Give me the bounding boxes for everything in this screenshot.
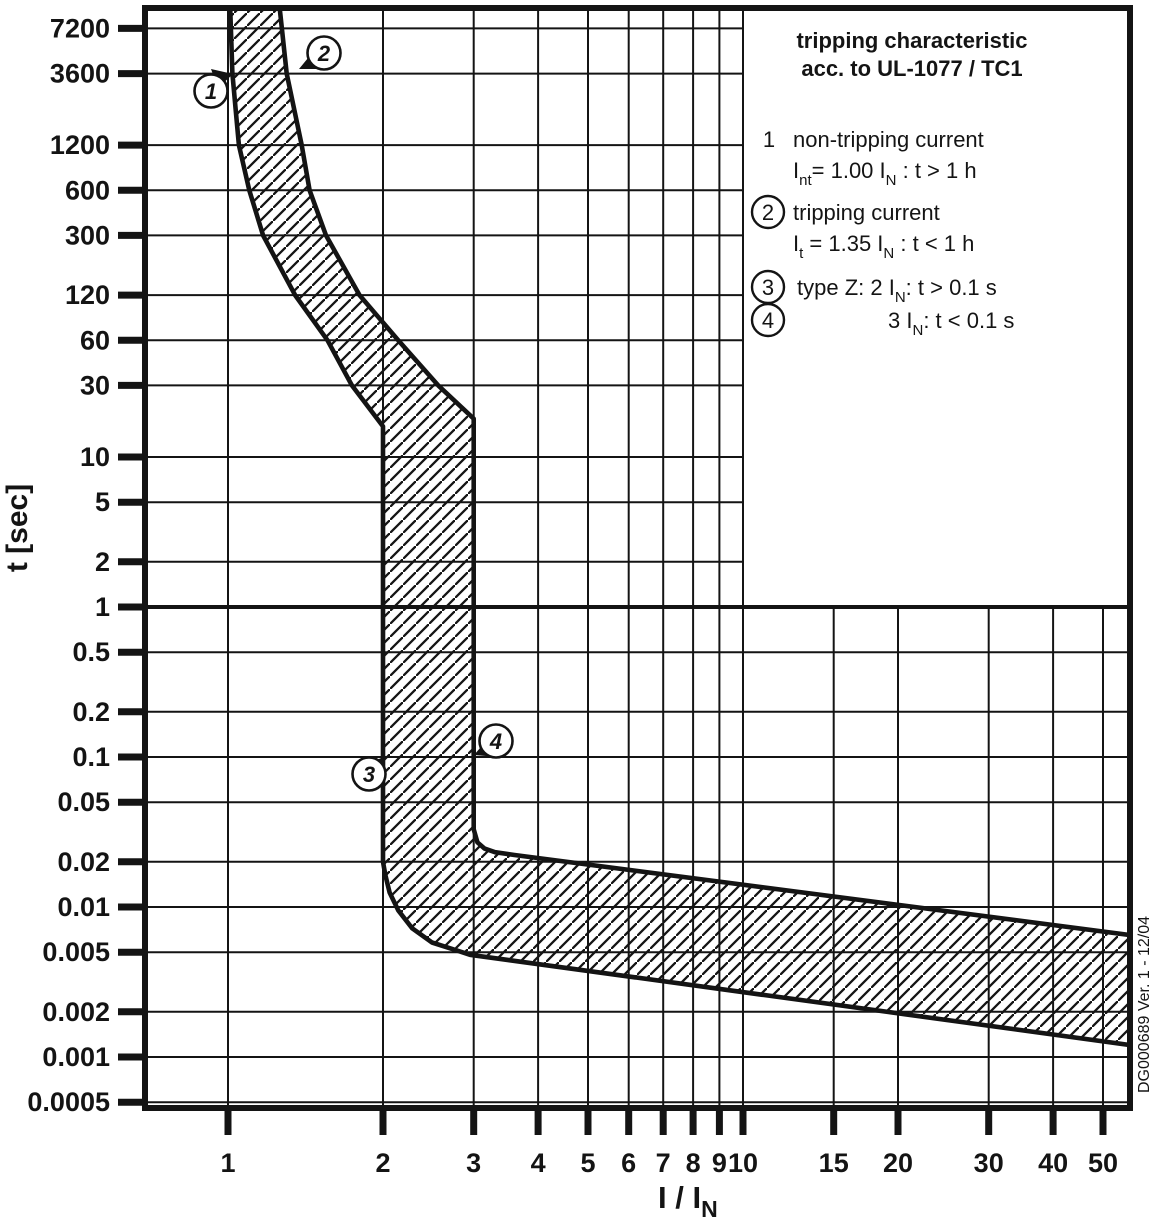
legend-item-text: 3 $I_N$: t < 0.1 s — [888, 308, 1015, 339]
legend — [752, 28, 1028, 339]
legend-item-text: tripping current — [793, 200, 940, 225]
y-tick-label: 60 — [79, 325, 110, 356]
curve-marker-3 — [353, 757, 386, 791]
legend-item-text: $I_{nt}= 1.00$ $I_N$ : t > 1 h — [793, 158, 977, 189]
band-hatch-fill — [230, 8, 1130, 1045]
legend-item-3 — [752, 271, 997, 306]
y-tick-label: 0.001 — [42, 1042, 110, 1072]
legend-item-1 — [763, 127, 984, 189]
x-tick-label: 3 — [466, 1148, 482, 1178]
marker-number: 1 — [204, 79, 218, 104]
legend-item-4 — [752, 304, 1014, 339]
x-tick-label: 30 — [973, 1148, 1004, 1178]
y-tick-label: 120 — [64, 280, 110, 311]
y-tick-label: 7200 — [49, 13, 110, 44]
x-tick-label: 9 — [711, 1148, 727, 1178]
x-tick-label: 7 — [655, 1148, 671, 1178]
y-tick-label: 30 — [79, 370, 110, 401]
x-axis-title-text: I / IN — [658, 1180, 718, 1222]
curve-marker-2 — [299, 37, 341, 70]
x-tick-label: 10 — [727, 1148, 759, 1178]
legend-marker-number: 1 — [762, 127, 776, 152]
y-tick-label: 0.01 — [57, 892, 110, 922]
x-tick-label: 15 — [818, 1148, 849, 1178]
x-tick-label: 2 — [375, 1148, 391, 1178]
legend-items — [752, 127, 1014, 339]
y-tick-label: 1200 — [49, 130, 110, 161]
y-tick-label: 5 — [94, 487, 110, 518]
legend-marker-number: 4 — [761, 308, 775, 333]
marker-number: 3 — [362, 762, 376, 787]
y-tick-label: 0.002 — [42, 996, 110, 1027]
tripping-tolerance-band — [230, 8, 1130, 1045]
marker-number: 2 — [317, 41, 331, 66]
legend-marker-number: 3 — [761, 275, 775, 300]
y-tick-label: 2 — [94, 546, 110, 577]
curve-marker-4 — [474, 725, 513, 758]
y-tick-label: 0.005 — [42, 937, 110, 968]
marker-number: 4 — [489, 729, 503, 754]
y-tick-label: 3600 — [49, 58, 110, 89]
x-tick-label: 4 — [530, 1148, 546, 1178]
legend-title-line2: acc. to UL-1077 / TC1 — [801, 56, 1023, 81]
x-tick-label: 6 — [621, 1148, 637, 1178]
doc-code: DG000689 Ver. 1 - 12/04 — [1136, 915, 1153, 1093]
legend-item-text: $I_t = 1.35$ $I_N$ : t < 1 h — [793, 231, 975, 262]
x-tick-label: 8 — [685, 1148, 701, 1178]
y-tick-label: 0.05 — [57, 787, 110, 818]
y-tick-label: 0.2 — [72, 696, 110, 727]
y-tick-label: 600 — [64, 175, 110, 206]
legend-item-text: non-tripping current — [793, 127, 984, 152]
x-axis-title — [658, 1180, 718, 1222]
y-tick-label: 10 — [79, 442, 110, 472]
x-tick-label: 5 — [580, 1148, 596, 1178]
legend-item-text: type Z: 2 $I_N$: t > 0.1 s — [797, 275, 997, 306]
y-tick-label: 0.1 — [72, 742, 110, 772]
y-tick-label: 0.5 — [72, 637, 110, 668]
y-tick-label: 0.0005 — [27, 1087, 110, 1118]
x-tick-label: 40 — [1038, 1148, 1069, 1178]
y-tick-label: 0.02 — [57, 846, 110, 877]
x-tick-label: 50 — [1087, 1148, 1119, 1178]
legend-title-line1: tripping characteristic — [796, 28, 1028, 53]
x-tick-label: 1 — [220, 1148, 236, 1178]
legend-item-2 — [752, 196, 974, 262]
legend-marker-number: 2 — [761, 200, 775, 225]
x-tick-label: 20 — [882, 1148, 914, 1178]
y-tick-label: 1 — [94, 592, 110, 622]
y-tick-label: 300 — [64, 220, 110, 251]
y-axis-title: t [sec] — [1, 483, 34, 573]
